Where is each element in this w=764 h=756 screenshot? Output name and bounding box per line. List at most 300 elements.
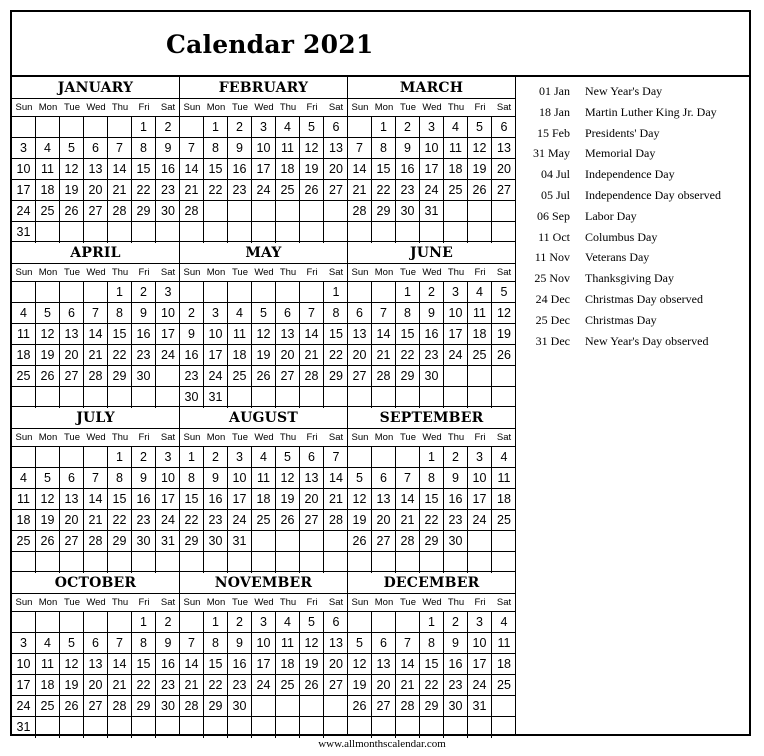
day-cell: 29 (372, 201, 396, 222)
day-cell: 12 (492, 303, 516, 324)
day-cell: 7 (372, 303, 396, 324)
day-cell: 11 (252, 468, 276, 489)
day-cell: 9 (228, 138, 252, 159)
day-cell: 9 (180, 324, 204, 345)
day-cell: 2 (132, 447, 156, 468)
day-cell: 14 (108, 654, 132, 675)
holiday-name: Independence Day (585, 167, 675, 182)
weekday-label: Sat (496, 267, 512, 278)
day-cell: 25 (468, 345, 492, 366)
day-cell: 7 (324, 447, 348, 468)
empty-day-cell (60, 222, 84, 243)
empty-day-cell (492, 387, 516, 408)
day-cell: 16 (444, 654, 468, 675)
empty-day-cell (276, 717, 300, 738)
empty-day-cell (12, 282, 36, 303)
day-cell: 12 (300, 138, 324, 159)
holiday-name: Christmas Day observed (585, 291, 703, 306)
weekday-label: Mon (206, 267, 226, 278)
weekday-label: Sat (496, 102, 512, 113)
empty-day-cell (300, 201, 324, 222)
day-cell: 6 (60, 468, 84, 489)
day-cell: 5 (252, 303, 276, 324)
empty-day-cell (108, 717, 132, 738)
holiday-row (523, 143, 749, 164)
day-cell: 5 (300, 117, 324, 138)
day-cell: 3 (468, 612, 492, 633)
day-cell: 6 (84, 138, 108, 159)
holiday-row (523, 123, 749, 144)
weekday-label: Fri (306, 102, 318, 113)
month-july (12, 407, 180, 572)
day-cell: 5 (468, 117, 492, 138)
empty-day-cell (252, 717, 276, 738)
day-cell: 5 (276, 447, 300, 468)
day-cell: 14 (396, 654, 420, 675)
day-cell: 14 (372, 324, 396, 345)
empty-day-cell (492, 201, 516, 222)
day-cell: 7 (180, 138, 204, 159)
day-cell: 4 (444, 117, 468, 138)
empty-day-cell (84, 612, 108, 633)
day-cell: 29 (324, 366, 348, 387)
empty-day-cell (348, 612, 372, 633)
day-cell: 12 (60, 654, 84, 675)
empty-day-cell (180, 222, 204, 243)
day-cell: 25 (492, 510, 516, 531)
empty-day-cell (84, 222, 108, 243)
day-cell: 1 (396, 282, 420, 303)
holiday-date: 15 Feb (537, 125, 570, 140)
weekday-label: Wed (86, 432, 106, 443)
empty-day-cell (84, 387, 108, 408)
day-cell: 30 (420, 366, 444, 387)
empty-day-cell (180, 717, 204, 738)
weekday-header (12, 264, 179, 282)
month-name: OCTOBER (12, 572, 179, 594)
weekday-label: Thu (111, 267, 129, 278)
day-cell: 13 (492, 138, 516, 159)
weekday-label: Tue (63, 267, 81, 278)
empty-day-cell (420, 222, 444, 243)
day-grid (12, 117, 179, 243)
empty-day-cell (108, 612, 132, 633)
day-cell: 18 (228, 345, 252, 366)
day-cell: 10 (156, 468, 180, 489)
empty-day-cell (348, 117, 372, 138)
day-cell: 11 (12, 324, 36, 345)
day-cell: 26 (36, 366, 60, 387)
empty-day-cell (252, 387, 276, 408)
empty-day-cell (300, 717, 324, 738)
weekday-label: Mon (206, 102, 226, 113)
day-cell: 6 (60, 303, 84, 324)
empty-day-cell (252, 201, 276, 222)
day-cell: 17 (156, 324, 180, 345)
day-cell: 29 (132, 201, 156, 222)
weekday-label: Wed (422, 597, 442, 608)
month-name: MAY (180, 242, 347, 264)
day-cell: 26 (276, 510, 300, 531)
day-cell: 2 (228, 612, 252, 633)
month-march (348, 77, 516, 242)
weekday-label: Thu (447, 267, 465, 278)
empty-day-cell (156, 387, 180, 408)
day-cell: 23 (396, 180, 420, 201)
weekday-label: Fri (138, 432, 150, 443)
empty-day-cell (468, 717, 492, 738)
empty-day-cell (204, 222, 228, 243)
day-cell: 27 (60, 531, 84, 552)
day-cell: 13 (60, 489, 84, 510)
weekday-label: Tue (399, 267, 417, 278)
holiday-row (523, 164, 749, 185)
day-cell: 3 (468, 447, 492, 468)
day-cell: 17 (444, 324, 468, 345)
day-cell: 18 (276, 654, 300, 675)
day-cell: 12 (348, 489, 372, 510)
holiday-row (523, 185, 749, 206)
day-cell: 21 (396, 675, 420, 696)
day-cell: 20 (84, 675, 108, 696)
weekday-label: Tue (231, 102, 249, 113)
day-cell: 14 (84, 324, 108, 345)
day-cell: 3 (228, 447, 252, 468)
holiday-date: 31 May (533, 146, 570, 161)
day-cell: 25 (276, 675, 300, 696)
month-name: JANUARY (12, 77, 179, 99)
day-cell: 8 (372, 138, 396, 159)
weekday-label: Tue (231, 432, 249, 443)
holiday-name: Thanksgiving Day (585, 271, 674, 286)
weekday-header (348, 264, 515, 282)
day-cell: 26 (468, 180, 492, 201)
day-cell: 25 (276, 180, 300, 201)
day-cell: 5 (60, 138, 84, 159)
day-cell: 1 (204, 612, 228, 633)
empty-day-cell (372, 282, 396, 303)
weekday-label: Tue (231, 267, 249, 278)
empty-day-cell (36, 387, 60, 408)
month-name: NOVEMBER (180, 572, 347, 594)
day-cell: 3 (12, 138, 36, 159)
empty-day-cell (228, 282, 252, 303)
day-cell: 16 (420, 324, 444, 345)
empty-day-cell (12, 552, 36, 573)
day-cell: 22 (204, 180, 228, 201)
day-cell: 1 (204, 117, 228, 138)
empty-day-cell (396, 447, 420, 468)
weekday-label: Wed (254, 432, 274, 443)
day-cell: 13 (348, 324, 372, 345)
weekday-label: Mon (374, 267, 394, 278)
day-cell: 28 (84, 531, 108, 552)
holiday-date: 25 Nov (534, 271, 570, 286)
empty-day-cell (36, 282, 60, 303)
day-cell: 15 (420, 654, 444, 675)
empty-day-cell (420, 717, 444, 738)
day-cell: 14 (324, 468, 348, 489)
empty-day-cell (396, 387, 420, 408)
day-cell: 9 (420, 303, 444, 324)
day-grid (348, 282, 515, 408)
weekday-label: Fri (474, 267, 486, 278)
day-cell: 5 (36, 303, 60, 324)
month-name: SEPTEMBER (348, 407, 515, 429)
day-cell: 26 (36, 531, 60, 552)
empty-day-cell (252, 282, 276, 303)
day-cell: 23 (444, 675, 468, 696)
empty-day-cell (84, 282, 108, 303)
day-cell: 22 (420, 510, 444, 531)
day-cell: 24 (12, 201, 36, 222)
weekday-label: Sat (160, 432, 176, 443)
day-cell: 14 (180, 159, 204, 180)
day-cell: 28 (372, 366, 396, 387)
day-grid (348, 612, 515, 738)
holiday-name: Martin Luther King Jr. Day (585, 104, 717, 119)
month-june (348, 242, 516, 407)
day-cell: 31 (12, 717, 36, 738)
holiday-row (523, 331, 749, 352)
day-cell: 24 (468, 510, 492, 531)
day-cell: 28 (84, 366, 108, 387)
day-cell: 14 (84, 489, 108, 510)
day-cell: 18 (36, 180, 60, 201)
month-october (12, 572, 180, 736)
day-cell: 7 (396, 468, 420, 489)
day-cell: 15 (132, 159, 156, 180)
empty-day-cell (444, 201, 468, 222)
holiday-list (523, 81, 749, 351)
day-cell: 22 (180, 510, 204, 531)
day-cell: 16 (156, 159, 180, 180)
weekday-label: Tue (63, 432, 81, 443)
day-cell: 24 (444, 345, 468, 366)
day-cell: 11 (36, 159, 60, 180)
day-cell: 7 (108, 633, 132, 654)
day-cell: 28 (180, 696, 204, 717)
weekday-label: Sun (15, 432, 33, 443)
day-cell: 24 (228, 510, 252, 531)
weekday-label: Mon (206, 597, 226, 608)
day-cell: 20 (348, 345, 372, 366)
day-cell: 24 (252, 675, 276, 696)
day-cell: 18 (252, 489, 276, 510)
day-cell: 31 (228, 531, 252, 552)
empty-day-cell (324, 696, 348, 717)
day-cell: 23 (228, 180, 252, 201)
day-cell: 20 (324, 159, 348, 180)
weekday-label: Sat (496, 597, 512, 608)
weekday-label: Thu (279, 267, 297, 278)
day-cell: 8 (396, 303, 420, 324)
day-cell: 5 (36, 468, 60, 489)
day-cell: 10 (12, 159, 36, 180)
day-cell: 2 (156, 117, 180, 138)
day-cell: 4 (36, 633, 60, 654)
day-cell: 13 (324, 633, 348, 654)
day-cell: 22 (132, 180, 156, 201)
day-cell: 15 (420, 489, 444, 510)
weekday-label: Mon (38, 432, 58, 443)
day-cell: 12 (36, 489, 60, 510)
holiday-name: New Year's Day (585, 84, 663, 98)
empty-day-cell (348, 447, 372, 468)
day-cell: 11 (492, 468, 516, 489)
day-cell: 25 (12, 531, 36, 552)
weekday-label: Tue (399, 597, 417, 608)
day-cell: 6 (372, 633, 396, 654)
weekday-label: Sun (15, 102, 33, 113)
empty-day-cell (60, 447, 84, 468)
empty-day-cell (228, 387, 252, 408)
day-cell: 25 (444, 180, 468, 201)
month-name: JULY (12, 407, 179, 429)
empty-day-cell (156, 717, 180, 738)
month-september (348, 407, 516, 572)
weekday-label: Fri (138, 597, 150, 608)
empty-day-cell (444, 717, 468, 738)
empty-day-cell (204, 282, 228, 303)
empty-day-cell (60, 117, 84, 138)
day-cell: 10 (204, 324, 228, 345)
weekday-label: Tue (63, 102, 81, 113)
weekday-label: Wed (86, 102, 106, 113)
weekday-label: Fri (306, 267, 318, 278)
weekday-label: Tue (399, 102, 417, 113)
day-cell: 27 (276, 366, 300, 387)
weekday-header (12, 99, 179, 117)
day-cell: 6 (324, 117, 348, 138)
day-cell: 25 (228, 366, 252, 387)
day-cell: 4 (276, 117, 300, 138)
day-cell: 5 (300, 612, 324, 633)
day-cell: 15 (132, 654, 156, 675)
day-cell: 20 (492, 159, 516, 180)
day-cell: 16 (228, 159, 252, 180)
empty-day-cell (252, 222, 276, 243)
day-grid (12, 447, 179, 573)
day-cell: 19 (60, 675, 84, 696)
empty-day-cell (444, 366, 468, 387)
empty-day-cell (372, 447, 396, 468)
day-cell: 18 (36, 675, 60, 696)
day-cell: 8 (132, 138, 156, 159)
empty-day-cell (156, 366, 180, 387)
empty-day-cell (180, 552, 204, 573)
day-cell: 19 (300, 159, 324, 180)
weekday-header (180, 99, 347, 117)
empty-day-cell (348, 717, 372, 738)
day-cell: 3 (420, 117, 444, 138)
day-cell: 8 (180, 468, 204, 489)
holiday-date: 31 Dec (535, 333, 570, 348)
day-cell: 3 (12, 633, 36, 654)
day-cell: 9 (132, 303, 156, 324)
day-cell: 16 (132, 489, 156, 510)
day-cell: 29 (396, 366, 420, 387)
day-cell: 17 (468, 489, 492, 510)
day-cell: 17 (252, 654, 276, 675)
weekday-label: Tue (399, 432, 417, 443)
day-cell: 12 (60, 159, 84, 180)
footer-url[interactable]: www.allmonthscalendar.com (318, 738, 446, 750)
empty-day-cell (60, 717, 84, 738)
empty-day-cell (324, 387, 348, 408)
day-cell: 3 (204, 303, 228, 324)
empty-day-cell (228, 201, 252, 222)
day-cell: 6 (84, 633, 108, 654)
day-cell: 4 (468, 282, 492, 303)
empty-day-cell (84, 447, 108, 468)
weekday-label: Sat (328, 102, 344, 113)
day-cell: 19 (60, 180, 84, 201)
day-cell: 7 (84, 303, 108, 324)
empty-day-cell (12, 447, 36, 468)
empty-day-cell (84, 717, 108, 738)
day-cell: 30 (180, 387, 204, 408)
empty-day-cell (12, 612, 36, 633)
day-cell: 12 (300, 633, 324, 654)
empty-day-cell (108, 117, 132, 138)
day-cell: 21 (180, 675, 204, 696)
day-cell: 10 (252, 633, 276, 654)
day-cell: 4 (276, 612, 300, 633)
weekday-label: Thu (447, 102, 465, 113)
day-cell: 1 (132, 612, 156, 633)
month-name: MARCH (348, 77, 515, 99)
day-cell: 31 (420, 201, 444, 222)
day-cell: 19 (252, 345, 276, 366)
weekday-header (348, 99, 515, 117)
day-cell: 28 (348, 201, 372, 222)
empty-day-cell (468, 222, 492, 243)
day-cell: 6 (348, 303, 372, 324)
empty-day-cell (12, 387, 36, 408)
holiday-row (523, 102, 749, 123)
day-cell: 16 (228, 654, 252, 675)
day-cell: 8 (204, 138, 228, 159)
day-grid (348, 117, 515, 243)
empty-day-cell (324, 201, 348, 222)
day-cell: 18 (12, 510, 36, 531)
day-cell: 18 (492, 654, 516, 675)
day-cell: 9 (228, 633, 252, 654)
empty-day-cell (420, 387, 444, 408)
day-cell: 15 (324, 324, 348, 345)
weekday-label: Sun (15, 267, 33, 278)
day-cell: 15 (108, 324, 132, 345)
day-cell: 9 (396, 138, 420, 159)
empty-day-cell (12, 117, 36, 138)
weekday-label: Wed (86, 267, 106, 278)
day-cell: 13 (60, 324, 84, 345)
empty-day-cell (36, 447, 60, 468)
empty-day-cell (468, 201, 492, 222)
day-cell: 16 (444, 489, 468, 510)
holiday-row (523, 81, 749, 102)
day-cell: 17 (204, 345, 228, 366)
day-cell: 11 (36, 654, 60, 675)
day-cell: 19 (468, 159, 492, 180)
day-cell: 1 (420, 612, 444, 633)
day-cell: 16 (180, 345, 204, 366)
day-cell: 24 (420, 180, 444, 201)
day-cell: 28 (324, 510, 348, 531)
day-cell: 31 (156, 531, 180, 552)
empty-day-cell (492, 366, 516, 387)
